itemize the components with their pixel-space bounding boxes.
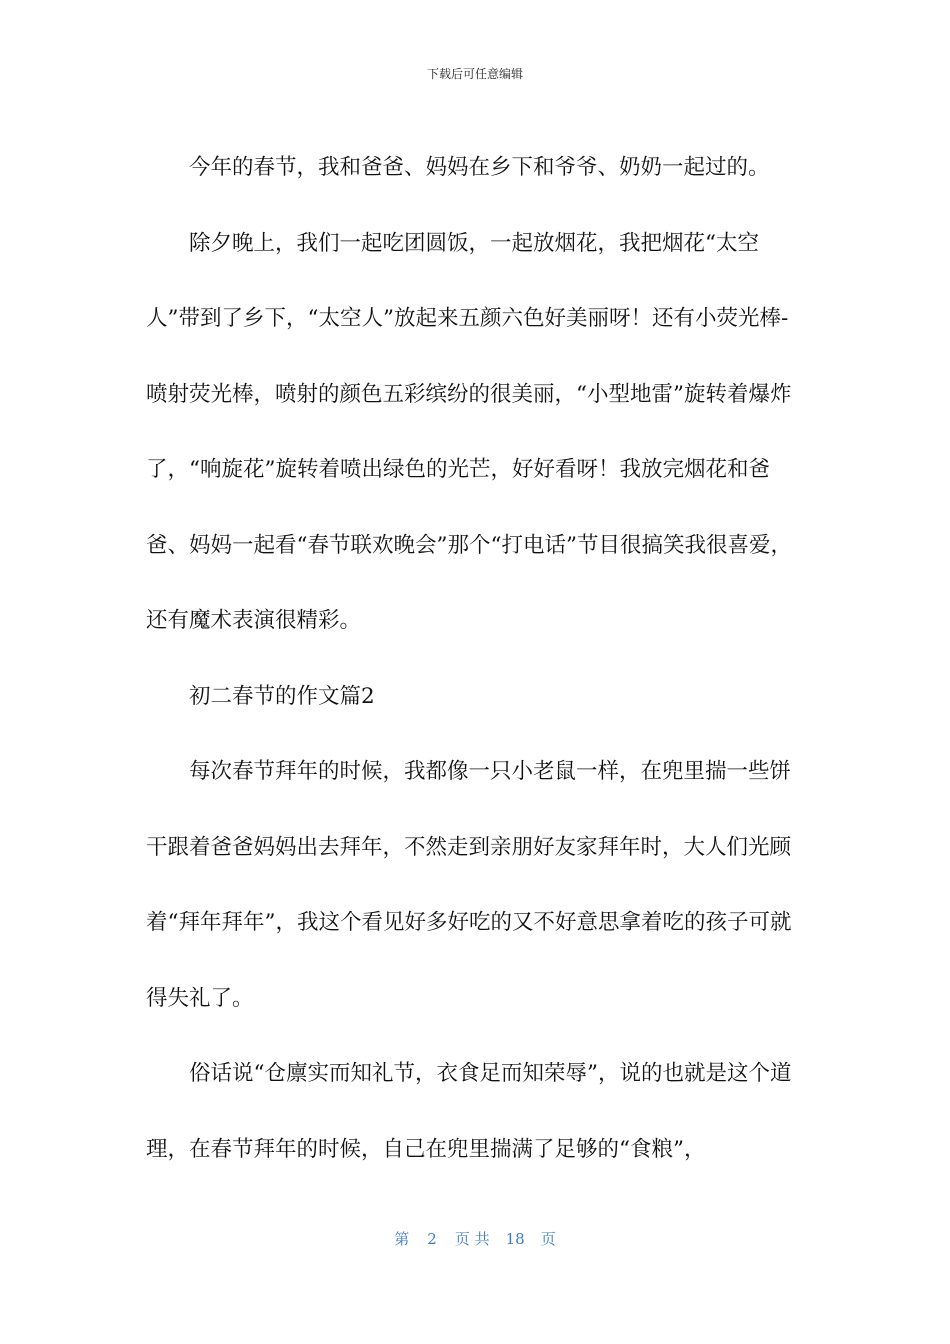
page-footer [0, 1229, 950, 1249]
footer-middle: 页 共 [454, 1230, 490, 1248]
footer-suffix: 页 [540, 1230, 556, 1248]
paragraph-new-year-eve-fireworks: 除夕晚上，我们一起吃团圆饭，一起放烟花，我把烟花“太空人”带到了乡下，“太空人”放起来五颜六色好美丽呀！还有小荧光棒-喷射荧光棒，喷射的颜色五彩缤纷的很美丽，“小型地雷”旋转着爆炸了，“响旋花”旋转着喷出绿色的光芒，好好看呀！我放完烟花和爸爸、妈妈一起看“春节联欢晚会”那个“打电话”节目很搞笑我很喜爱，还有魔术表演很精彩。 [146, 230, 792, 633]
footer-total-pages: 18 [505, 1230, 525, 1248]
section-heading-essay-2: 初二春节的作文篇2 [189, 683, 375, 709]
footer-prefix: 第 [394, 1230, 410, 1248]
document-body [146, 130, 806, 1187]
paragraph-new-year-with-family: 今年的春节，我和爸爸、妈妈在乡下和爷爷、奶奶一起过的。 [189, 155, 770, 180]
paragraph-proverb: 俗话说“仓廪实而知礼节，衣食足而知荣辱”，说的也就是这个道理，在春节拜年的时候，自己在兜里揣满了足够的“食粮”， [146, 1061, 792, 1162]
footer-current-page: 2 [427, 1230, 437, 1248]
paragraph-new-year-visits: 每次春节拜年的时候，我都像一只小老鼠一样，在兜里揣一些饼干跟着爸爸妈妈出去拜年，不然走到亲朋好友家拜年时，大人们光顾着“拜年拜年”，我这个看见好多好吃的又不好意思拿着吃的孩子可就得失礼了。 [146, 759, 792, 1011]
page-header: 下载后可任意编辑 [426, 67, 523, 81]
